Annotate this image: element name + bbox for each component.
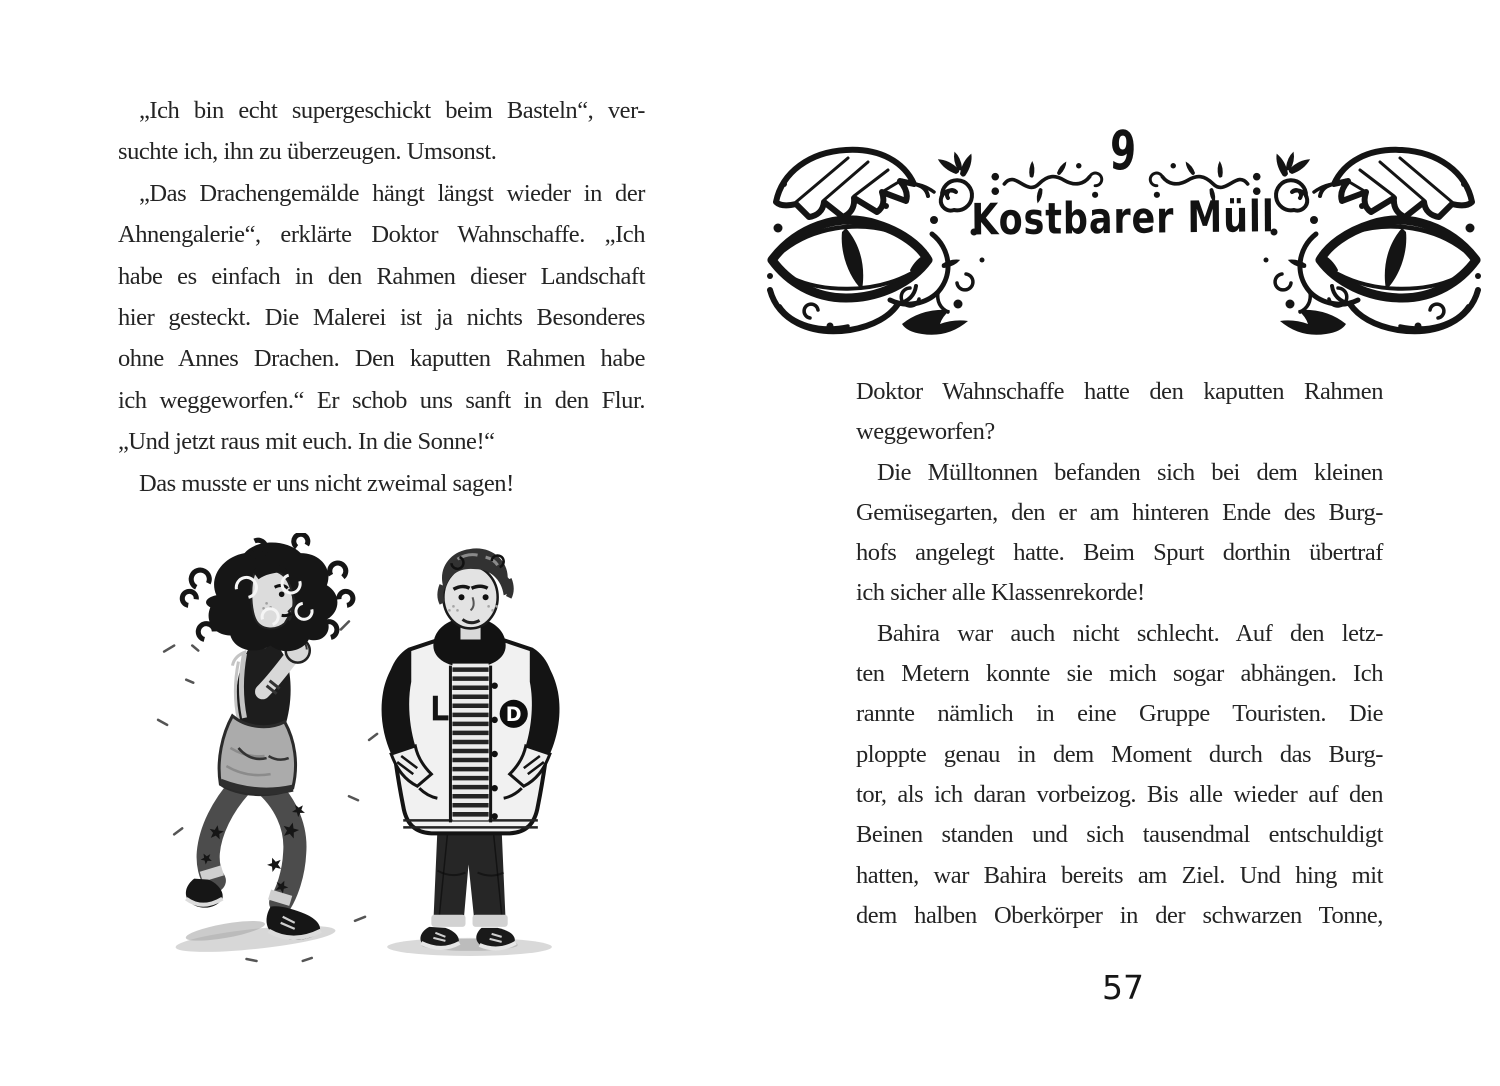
text-line: ten Metern konnte sie mich sogar abhängen. Ich [856,660,1383,688]
boy-figure [382,548,560,956]
text-line: weggeworfen? [856,418,995,446]
vine-flourish-right [1146,152,1264,214]
text-line: hatten, war Bahira bereits am Ziel. Und hing mit [856,861,1383,889]
text-line: tor, als ich daran vorbeizog. Bis alle wieder auf den [856,780,1383,808]
illustration-running-girl-and-boy [150,533,562,965]
text-line: „Und jetzt raus mit euch. In die Sonne!“ [118,428,495,456]
page-number: 57 [1102,968,1144,1007]
text-line: ohne Annes Drachen. Den kaputten Rahmen habe [118,345,645,373]
text-line: Ahnengalerie“, erklärte Doktor Wahnschaffe. „Ich [118,221,645,249]
text-line: hier gesteckt. Die Malerei ist ja nichts Besonderes [118,304,645,332]
text-line: Doktor Wahnschaffe hatte den kaputten Rahmen [856,378,1383,405]
text-line: „Ich bin echt supergeschickt beim Basteln“, ver- [139,97,645,124]
chapter-number: 9 [1108,119,1138,184]
text-line: hofs angelegt hatte. Beim Spurt dorthin übertraf [856,539,1383,567]
left-page-text [118,90,645,504]
right-page-text [856,372,1383,936]
dragon-eye-ornament-right [1258,140,1488,340]
girl-figure [175,534,353,957]
text-line: „Das Drachengemälde hängt längst wieder in der [139,179,645,207]
text-line: Die Mülltonnen befanden sich bei dem kleinen [877,458,1383,486]
text-line: habe es einfach in den Rahmen dieser Landschaft [118,262,645,290]
text-line: ploppte genau in dem Moment durch das Burg- [856,740,1383,768]
text-line: ich sicher alle Klassenrekorde! [856,579,1145,607]
text-line: ich weggeworfen.“ Er schob uns sanft in den Flur. [118,386,645,414]
text-line: rannte nämlich in eine Gruppe Touristen. Die [856,700,1383,728]
chapter-title: Kostbarer Müll [971,191,1275,245]
dragon-eye-ornament-left [760,140,990,340]
text-line: Beinen standen und sich tausendmal entschuldigt [856,821,1383,849]
text-line: suchte ich, ihn zu überzeugen. Umsonst. [118,138,497,166]
jacket-letter: D [505,703,522,726]
text-line: Gemüsegarten, den er am hinteren Ende des Burg- [856,498,1383,526]
text-line: dem halben Oberkörper in der schwarzen Tonne, [856,901,1383,929]
text-line: Das musste er uns nicht zweimal sagen! [139,469,514,497]
text-line: Bahira war auch nicht schlecht. Auf den letz- [877,619,1383,647]
